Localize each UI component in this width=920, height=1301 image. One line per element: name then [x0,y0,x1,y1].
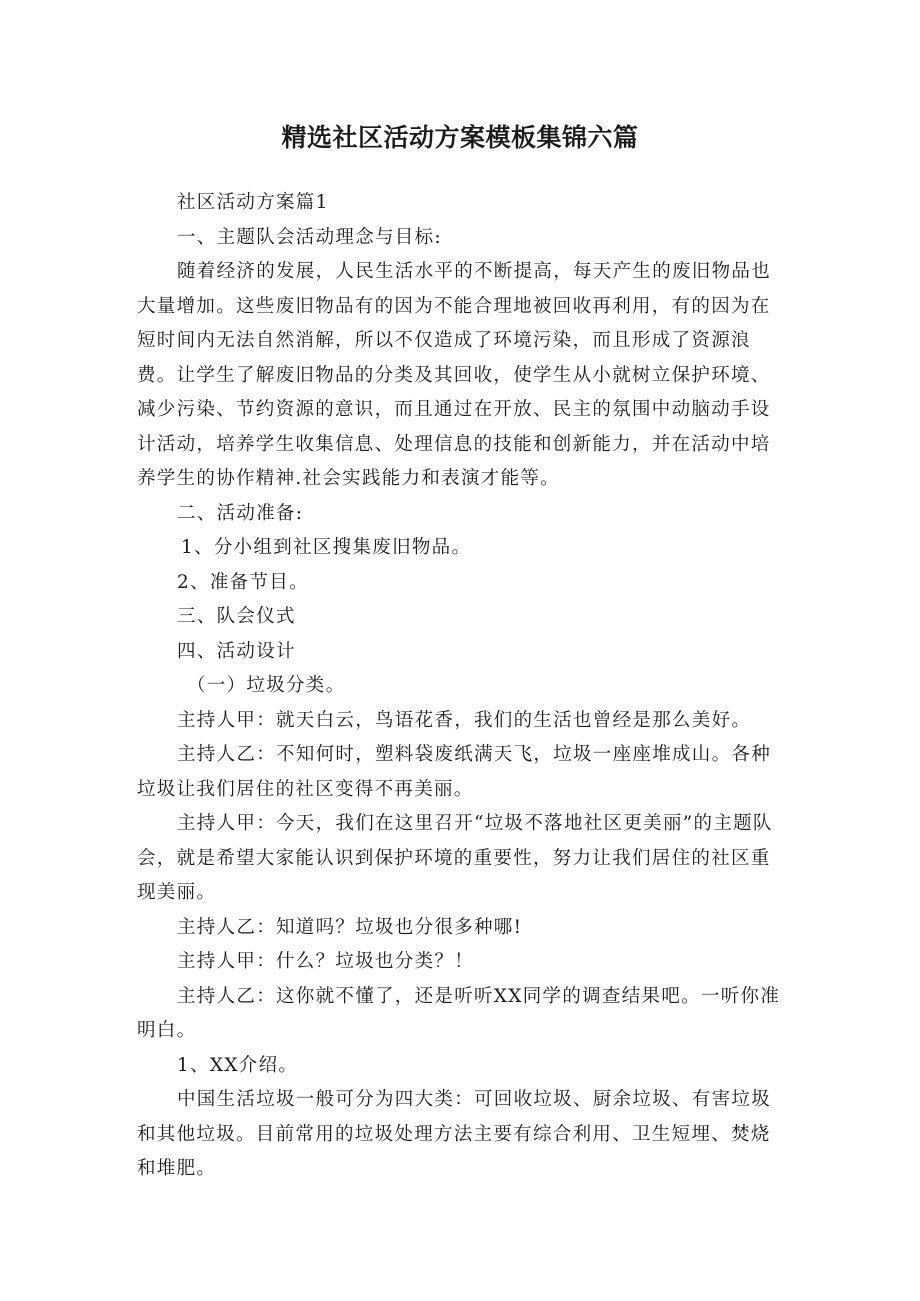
subheading-preparation: 二、活动准备: [177,502,304,524]
list-item-intro: 1、XX介绍。 [177,1054,299,1076]
dialogue-line: 主持人甲：什么？垃圾也分类？！ [177,951,475,972]
list-item-prep-2: 2、准备节目。 [177,571,309,593]
dialogue-line: 主持人乙：不知何时，塑料袋废纸满天飞，垃圾一座座堆成山。各种垃圾让我们居住的社区变得不再美丽。 [137,744,772,800]
subheading-sorting: （一）垃圾分类。 [187,675,346,696]
subheading-design: 四、活动设计 [177,640,296,662]
paragraph-goals: 随着经济的发展，人民生活水平的不断提高，每天产生的废旧物品也大量增加。这些废旧物品有的因为不能合理地被回收再利用，有的因为在短时间内无法自然消解，所以不仅造成了环境污染，而且形成了资源浪费。让学生了解废旧物品的分类及其回收，使学生从小就树立保护环境、减少污染、节约资源的意识，而且通过在开放、民主的氛围中动脑动手设计活动，培养学生收集信息、处理信息的技能和创新能力，并在活动中培养学生的协作精神.社会实践能力和表演才能等。 [137,261,772,489]
list-item-prep-1: 1、分小组到社区搜集废旧物品。 [181,537,472,558]
dialogue-line: 主持人甲：就天白云，鸟语花香，我们的生活也曾经是那么美好。 [177,709,752,731]
subheading-goals: 一、主题队会活动理念与目标: [177,226,442,248]
dialogue-line: 主持人乙：知道吗？垃圾也分很多种哪! [177,916,523,938]
subheading-ceremony: 三、队会仪式 [177,606,296,627]
section-heading: 社区活动方案篇1 [177,192,329,213]
document-title: 精选社区活动方案模板集锦六篇 [281,123,639,152]
dialogue-line: 主持人乙：这你就不懂了，还是听听XX同学的调查结果吧。一听你准明白。 [137,985,781,1041]
dialogue-line: 主持人甲：今天，我们在这里召开“垃圾不落地社区更美丽”的主题队会，就是希望大家能认识到保护环境的重要性，努力让我们居住的社区重现美丽。 [137,813,773,903]
document-body [137,186,789,1187]
paragraph-garbage-types: 中国生活垃圾一般可分为四大类：可回收垃圾、厨余垃圾、有害垃圾和其他垃圾。目前常用的垃圾处理方法主要有综合利用、卫生短埋、焚烧和堆肥。 [137,1089,772,1179]
